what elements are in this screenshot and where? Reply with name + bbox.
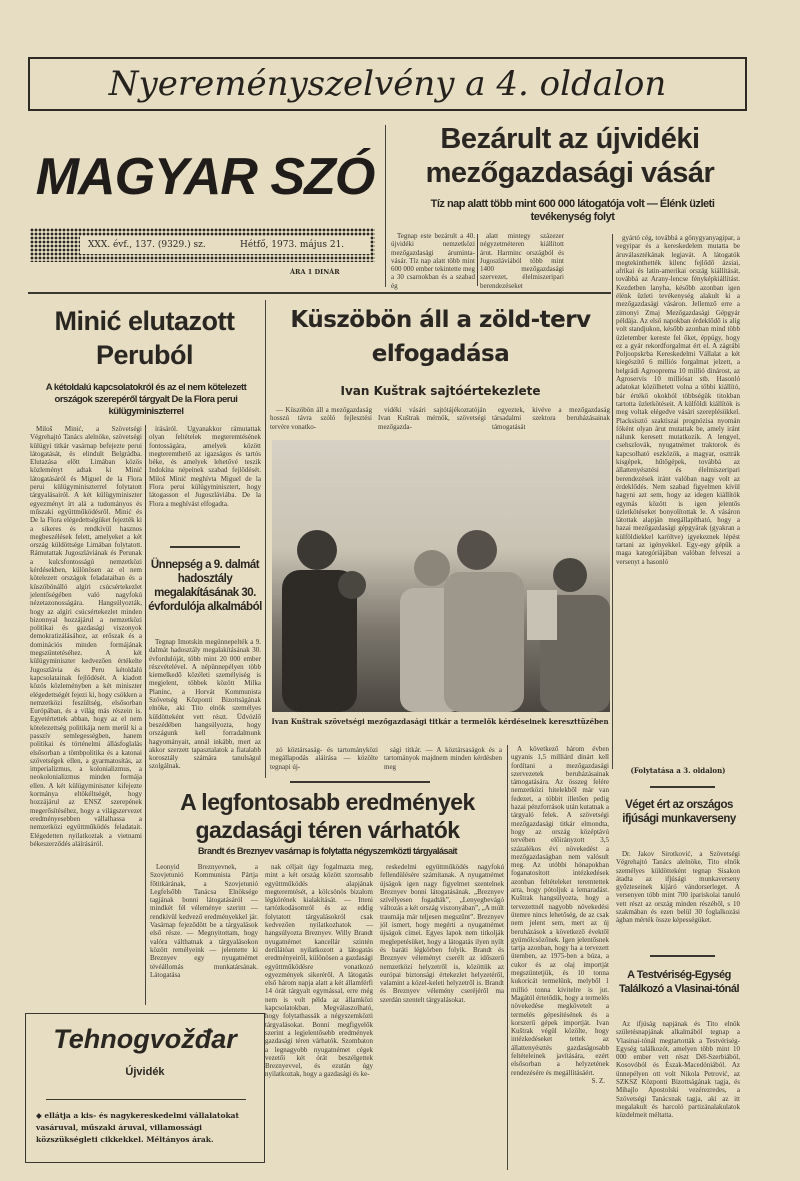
divider [290,781,430,783]
photo-people-image [272,440,610,712]
divider [170,546,240,548]
talks-headline: A legfontosabb eredmények gazdasági téren várhatók [180,789,475,843]
issue-date: Hétfő, 1973. május 21. [240,240,345,250]
ad-text [36,1110,256,1146]
paragraph: Az ifjúság napjának és Tito elnök születésnapjának alkalmából tegnap a Vlasinai-tónál megtartották a Testvériség-Egység találkozót, amelyen több mint 10 000 ember vett részt Dél-Szerbiából, Kosovóból és Észak-Macedóniából. Az ünnepélyen ott volt Nikola Petrović, az SZKSZ Központi Bizottságának tagja, és Mihajlo Apostolski vezérezredes, a Szövetségi Tanácsnak tagja, aki az itt megalakult és harcoló partizánalakulatok küzdelmeit méltatta. [616,1020,740,1120]
divider [265,300,266,778]
plan-headline: Küszöbön áll a zöld-terv elfogadása [290,307,591,367]
plan-column-3 [492,406,610,431]
divider [477,234,478,286]
bullet-icon: ◆ [36,1111,45,1120]
talks-column-3 [380,863,504,1004]
divider [28,292,611,294]
talks-column-2 [265,863,373,1079]
paragraph: reskedelmi együttműködés nagyfokú fellendülésére számítanak. A nyugatnémet újságok igen nagy figyelmet szentelnek Breznyev bonni látogatásának. „Breznyev szívélyesen fogadták”, „Lenyegbevágó változás a két ország viszonyában”, „A múlt traumája már teljesen megszűnt”. Breznyev jól ismert, hogy megérti a nyugatnémet újságok címei. Egyes lapok nem titkolják meglepetésüket, hogy a látogatás ilyen nyílt és baráti légkörben folyik. Brandt és Breznyev véleményt cserélt az időszerű nemzetközi helyzetről is, közöttük az európai biztonsági értekezlet helyzetéről, valamint a közel-keleti helyzetről is. Brandt és Breznyev vélemény cseréjéről ma szerdán szentelt tárgyalásokat. [380,863,504,1004]
ad-text-body: ellátja a kis- és nagykereskedelmi vállalatokat vasáruval, műszaki áruval, villamossági közszükségleti cikkekkel. Méltányos árak. [36,1111,239,1144]
youth-headline: Véget ért az országos ifjúsági munkaverseny [622,799,736,825]
brotherhood-text [616,1020,740,1120]
plan-subhead: Ivan Kuštrak sajtóértekezlete [340,384,541,398]
fair-column-2 [480,232,564,290]
minic-headline: Minić elutazott Peruból [54,306,235,370]
plan-column-1 [270,406,372,431]
talks-column-1 [150,863,258,979]
masthead-dotted-bar [30,228,375,262]
paragraph: Tegnap este bezárult a 40. újvidéki nemzetközi mezőgazdasági áruminta-vásár. Tíz nap alatt több mint 600 000 ember tekintette meg a 30 csarnokban és a szabad ég [391,232,475,290]
photo-caption: Ivan Kuštrak szövetségi mezőgazdasági titkár a termelők kérdéseinek kereszttüzében [271,717,609,726]
divider [507,745,508,1170]
fair-column-1 [391,232,475,290]
divider [46,1099,246,1100]
banner-text: Nyereményszelvény a 4. oldalon [108,64,667,104]
paragraph: nak céljait úgy fogalmazta meg, mint a két ország között szorosabb együttműködés alapjának megteremtését, a kölcsönös bizalom légkörének kialakítását. — Itteni tartózkodásomról és az eddig folytatott tárgyalásokról csak kedvezően nyilatkozhatok — hangsúlyozta Breznyev. Willy Brandt nyugatnémet kancellár szintén derűlátóan nyilatkozott a látogatás eredményeiről, különösen a gazdasági együttműködésre vonatkozó egyezmények sikeréről. A látogatás első három napja alatt a két államférfi 14 órát tárgyalt egymással, erre még nem is volt példa az államközi kapcsolatokban. Megválaszolható, hogy folytathassák a négyszemközti tárgyalásokat. Bonni megfigyelők szerint a legjelentősebb eredmények gazdasági téren várhatók. Szombaton a legnagyobb nyugatnémet cégek vezetői két órát beszélgettek Breznyevvel, és ezután úgy nyilatkoztak, hogy a gazdasági és ke- [265,863,373,1079]
price: ÁRA 1 DINÁR [290,268,340,276]
issue-info [80,236,370,254]
ad-city: Újvidék [125,1066,165,1078]
paragraph: alatt mintegy százezer négyzetméteren kiállított árut. Harminc országból és Jugoszláviából több mint 1400 mezőgazdasági szervezet, élelmiszeripari berendezéseket [480,232,564,290]
paragraph: Leonyid Breznyevnek, a Szovjetunió Kommunista Pártja főtitkárának, a Szovjetunió Legfelsőbb Tanácsa Elnöksége tagjának bonni látogatásáról — mindkét fél véleménye szerint — rendkívül kedvező eredményekkel jár. Vasárnap fejeződött be a tárgyalások első része. — Megnyitottam, hogy valóra válthatnak a tárgyalásokon között remélyeink — jelentette ki Breznyev egy nyugatnémet tévéállomás munkatársának. Látogatása [150,863,258,979]
minic-subhead: A kétoldalú kapcsolatokról és az el nem kötelezett országok szerepéről tárgyalt De la Flora perui külügyminiszterrel [45,382,247,417]
continued-note: (Folytatása a 3. oldalon) [630,766,726,775]
press-photo [272,440,610,712]
paragraph: Miloš Minić, a Szövetségi Végrehajtó Tanács alelnöke, szövetségi külügyi titkár vasárnap befejezte perui látogatását, és elindult Belgrádba. Elutazása előtt Limában közös közleményt adtak ki Minić látogatásáról és Miguel de la Flora perui külügyminiszterrel folytatott tárgyalásairól. A két külügyminiszter egyezményt írt alá a tudományos és műszaki együttműködésről. Minić és De la Flora elégedettségüket fejezték ki a sikeres és rendkívül hasznos megbeszélések felett, amelyeket a két ország küldöttsége Limában folytatott. Rámutattak Jugoszláviának és Perunak a kulcsfontosságú nemzetközi kérdésekben, különösen az el nem kötelezett országok feladataiban és a küszöbönálló algíri csúcsértekezlet jelentőségében való nagyfokú nézetazonosságára. Hangsúlyozták, hogy az algíri csúcsértekezlet minden bizonnyal hozzájárul a nemzetközi politikai és gazdasági viszonyok demokratizálásához, az erőszak és a dominációs minden formájának megszüntetéséhez. A két külügyminiszter kedvezően értékelte Jugoszlávia és Peru kétoldalú kapcsolatainak fejlődését. A kiadott közös közleményben a két miniszter elégedettségét fejezi ki, hogy csökken a nemzetközi feszültség, elsősorban Európában, és a világ más részein is. Egyetértettek abban, hogy az el nem kötelezettség politikája nem merül ki a passzív semlegességben, hanem politikai és történelmi állásfoglalás elsősorban a tömbpolitika és a katonai szövetségek ellen, a gyarmatosítás, az imperializmus, a kolonializmus, a neokolonializmus minden formája ellen. A két külügyminiszter kifejezte kormánya eltökéltségét, hogy hozzájárul az ENSZ szerepének megerősítéséhez, hogy a világszervezet eredményesebben vállalhassa a nemzetközi együttműködés feladatait. Elégedetten nyilatkoztak a vietnami békeszerződés aláírásáról. [30,425,142,848]
plan-side-column [511,745,609,1085]
paragraph: zó köztársaság- és tartományközi megállapodás aláírása — közölte tegnapi új- [270,746,378,771]
paragraph: egyeztek, kivéve a mezőgazdaság társadalmi szektora beruházásainak támogatását [492,406,610,431]
paragraph: Dr. Jakov Sirotković, a Szövetségi Végrehajtó Tanács alelnöke, Tito elnök személyes küldötteként tegnap Sisakon átadta az ifjúsági munkaverseny győzteseinek kijáró vándorserleget. A versenyen több mint 700 ipariskolai tanuló vett részt az ország minden részéből, s 10 szakmában és ezen belül 30 foglalkozási ágban mérték össze képességüket. [616,850,740,925]
author-signature: S. Z. [591,1076,605,1085]
celebration-headline: Ünnepség a 9. dalmát hadosztály megalakításának 30. évfordulója alkalmából [148,559,262,613]
minic-column-1 [30,425,142,848]
fair-column-3 [616,234,740,566]
plan-column-2 [378,406,486,431]
paragraph: írásáról. Ugyanakkor rámutattak olyan feltételek megteremtésének fontosságára, amelyek között megteremthető az igazságos és tartós béke, és amelyek lehetővé teszik Indokína népeinek szabad fejlődését. Miloš Minić meghívta Miguel de la Flora perui külügyminisztert, hogy látogasson el Jugoszláviába. De la Flora a meghívást elfogadta. [149,425,261,508]
youth-text [616,850,740,925]
fair-subhead: Tíz nap alatt több mint 600 000 látogatója volt — Élénk üzleti tevékenység folyt [430,198,715,223]
divider [650,786,715,788]
brotherhood-headline: A Testvériség-Egység Találkozó a Vlasinai-tónál [618,969,740,995]
divider [145,425,146,1005]
tehnogvozdar-advertisement [25,1013,265,1163]
prize-coupon-banner [28,57,747,111]
plan-after-column-2 [384,746,502,771]
paragraph: gyártó cég, továbbá a gönygyanyagipar, a vegyipar és a kereskedelem mutatta be áruválasztékának legjavát. A látogatók megtekinthették kilenc fejlődő ázsiai, afrikai és latin-amerikai ország kiállítását, továbbá az Arany-lencse fényképkiállítást. Kezdetben lanyha, később azonban igen élénk üzleti tevékenység alakult ki a mezőgazdasági vásáron. Jellemző erre a zimonyi Zmaj Mezőgazdasági Gépgyár példája. Az első napokban érdeklődő is alig volt standjukon, később azonban mind több üzletember kereste fel őket, éppúgy, hogy ez a gyár rekordforgalmat ért el. A zágrábi Poljoopskrba Kereskedelmi Vállalat a két kiegészítő 6 milliós forgalmat jelzett, a belgrádi Agroopremа 10 millió dinárost, az Agroservis 10 milliósat stb. Hasonló adatokat közölhetett volna a többi kiállító, bár értékő okokból többségük titokban tartotta üzletkötéseit. A külföldi kiállítók is meg voltak elégedve vásári szereplésükkel. Placksisztó szaktiszai prognózisa nyomán fóként olyan árut mutattak be, amely iránt nálunk keresett mutatkozik. A lengyel, csehszlovák, nyugatnémet traktorok és kapcsolható eszközök, a magyar, osztrák kisgépek, hűtőgépek, továbbá az állattenyésztési és élelmiszeripari berendezések iránt valóban nagy volt az érdeklődés. Nem szabad figyelmen kívül hagyni azt sem, hogy az idegen kiállítók egymás között is igen jelentős üzletkötéseket bonyolítottak le. A vásáron látottak alapján megállapítható, hogy a hazai mezőgazdasági gépgyárak (gyakran a külföldiekkel karöltve) igyekeznek lépést tartani az igényekkel. Egy-egy gépük a maga kategóriájában valóban felveszi a versenyt a hasonló [616,234,740,566]
paragraph: — Küszöbön áll a mezőgazdaság hosszú távra szóló fejlesztési tervére vonatko- [270,406,372,431]
paragraph: A következő három évben ugyanis 1,5 milliárd dinárt kell fordítani a mezőgazdasági szervezetek beruházásainak támogatására. Az összeg felére nemzetközi hitelekből már van fedezet, a többit illetően pedig hazai pénzforrások után kutatnak a tárgyaló felek. A szövetségi mezőgazdasági titkár elmondta, hogy az ország középtávú tervében előirányzott 3,5 százalékos évi növekedést a mezőgazdaságban nem valósult meg. Az utóbbi hónapokban foganatosított intézkedések azonban feltételeket teremtettek arra, hogy pótoljuk a lemaradást. Kuštrak hangsúlyozta, hogy a tervezettnél nagyobb növekedési ütemre nincs lehetőség, de az csak nem jelent sem, mert az új beruházások a következő évektől gyümölcsözőnek. Igen jelentősnek tartja azonban, hogy ha a tervezett ütemben, az 1975-ben a búza, a cukor és az olaj importját megszüntetjük, és 10 tonna kukoricát termelünk, melyből 1 millió tonna kivitelre is jut. Magától értetődik, hogy a termelés növekedése megkövetelt a termelés gépesítésének és a korszerű gépek importját. Ivan Kuštrak végül közölte, hogy intézkedéseket tettek az állattenyésztés gazdaságosabb feltételeinek javítására, ezért elsősorban a helyzetének rendezésére és megállításáért. [511,745,609,1077]
divider [650,955,715,957]
divider [385,125,386,287]
talks-subhead: Brandt és Breznyev vasárnap is folytatta négyszemközti tárgyalásait [197,846,458,856]
paragraph: vidéki vásári sajtótájékoztatóján Ivan Kuštrak mérnök, szövetségi mezőgazda- [378,406,486,431]
celebration-text [149,638,261,771]
plan-after-column-1 [270,746,378,771]
paragraph: sági titkár. — A köztársaságok és a tartományok majdnem minden kérdésben meg [384,746,502,771]
volume-number: XXX. évf., 137. (9329.) sz. [88,240,206,250]
masthead-title: MAGYAR SZÓ [35,148,375,206]
fair-headline: Bezárult az újvidéki mezőgazdasági vásár [425,123,715,189]
ad-brand: Tehnogvožđar [53,1024,237,1054]
minic-column-2 [149,425,261,508]
paragraph: Tegnap Imotskin megünnepelték a 9. dalmát hadosztály megalakításának 30. évfordulóját, több mint 20 000 ember részvételével. A népünnepélyen több kiemelkedő közéleti személyiség is megjelent, többek között Milka Planinc, a Horvát Kommunista Szövetség Központi Bizottságának elnöke, aki Tito elnök személyes küldötteként vett részt. Üdvözlő beszédében hangsúlyozta, hogy országunk kell forradalmunk hagyományait, annál inkább, mert az akkor szerzett tapasztalatok a fiatalabb korosztály számára tanulságul szolgálnak. [149,638,261,771]
